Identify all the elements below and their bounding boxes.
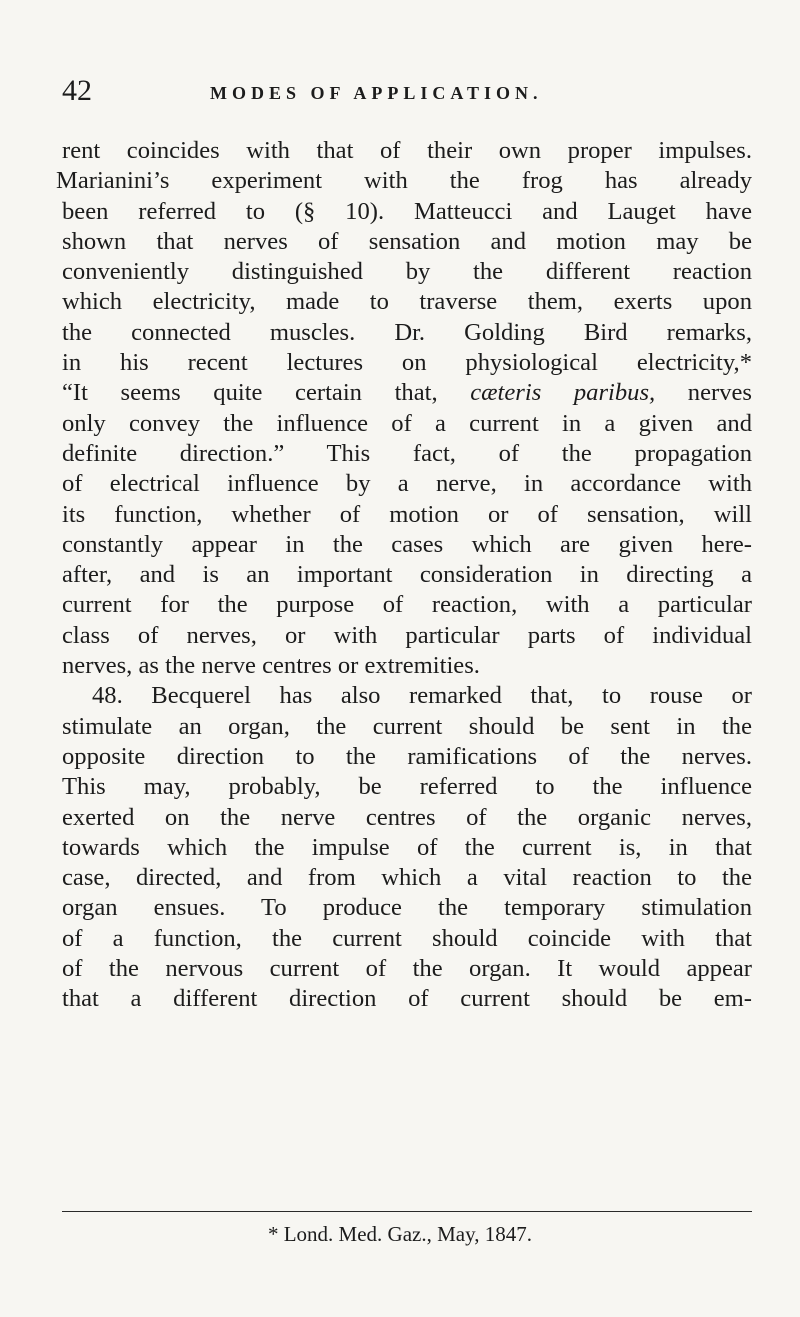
text-line: definite direction.” This fact, of the propagation bbox=[62, 439, 752, 467]
text-line: This may, probably, be referred to the influence bbox=[62, 773, 752, 801]
text-line: current for the purpose of reaction, with a particular bbox=[62, 591, 752, 619]
text-line: the connected muscles. Dr. Golding Bird remarks, bbox=[62, 318, 752, 346]
text-line: rent coincides with that of their own proper impulses. bbox=[62, 137, 752, 164]
text-line: after, and is an important consideration in directing a bbox=[62, 561, 752, 589]
italic-phrase: cæteris paribus, bbox=[470, 379, 656, 407]
text-line: of the nervous current of the organ. It would appear bbox=[62, 955, 752, 983]
text-line: class of nerves, or with particular parts of individual bbox=[62, 621, 752, 649]
text-line: case, directed, and from which a vital reaction to the bbox=[62, 864, 752, 892]
line-text: nerves bbox=[655, 379, 752, 407]
text-line: towards which the impulse of the current is, in that bbox=[62, 833, 752, 861]
text-line: stimulate an organ, the current should be sent in the bbox=[62, 712, 752, 740]
body-text bbox=[56, 136, 752, 1015]
text-line: opposite direction to the ramifications of the nerves. bbox=[62, 742, 752, 770]
text-line: its function, whether of motion or of sensation, will bbox=[62, 500, 752, 528]
paragraph-start-line: 48. Becquerel has also remarked that, to rouse or bbox=[92, 682, 752, 710]
text-line: organ ensues. To produce the temporary stimulation bbox=[62, 894, 752, 922]
line-text: “It seems quite certain that, bbox=[62, 379, 471, 407]
text-line: that a different direction of current should be em- bbox=[62, 985, 752, 1013]
text-line: been referred to (§ 10). Matteucci and Lauget have bbox=[62, 197, 752, 225]
footnote: * Lond. Med. Gaz., May, 1847. bbox=[267, 1222, 532, 1246]
page-header bbox=[62, 74, 752, 114]
text-line-with-italic bbox=[62, 378, 752, 408]
text-line: in his recent lectures on physiological electricity,* bbox=[62, 349, 752, 377]
text-line: of electrical influence by a nerve, in accordance with bbox=[62, 470, 752, 498]
text-line: exerted on the nerve centres of the organic nerves, bbox=[62, 803, 752, 831]
text-line: Marianini’s experiment with the frog has already bbox=[56, 167, 752, 195]
text-line: nerves, as the nerve centres or extremities. bbox=[62, 652, 480, 680]
text-line: constantly appear in the cases which are given here- bbox=[62, 530, 752, 558]
text-line: shown that nerves of sensation and motion may be bbox=[62, 227, 752, 255]
text-line: only convey the influence of a current in a given and bbox=[62, 409, 752, 437]
running-head: MODES OF APPLICATION. bbox=[210, 83, 543, 103]
footnote-rule bbox=[62, 1211, 752, 1212]
text-line: conveniently distinguished by the different reaction bbox=[62, 258, 752, 286]
text-line: which electricity, made to traverse them, exerts upon bbox=[62, 288, 752, 316]
page-number: 42 bbox=[62, 74, 92, 107]
text-line: of a function, the current should coincide with that bbox=[62, 924, 752, 952]
